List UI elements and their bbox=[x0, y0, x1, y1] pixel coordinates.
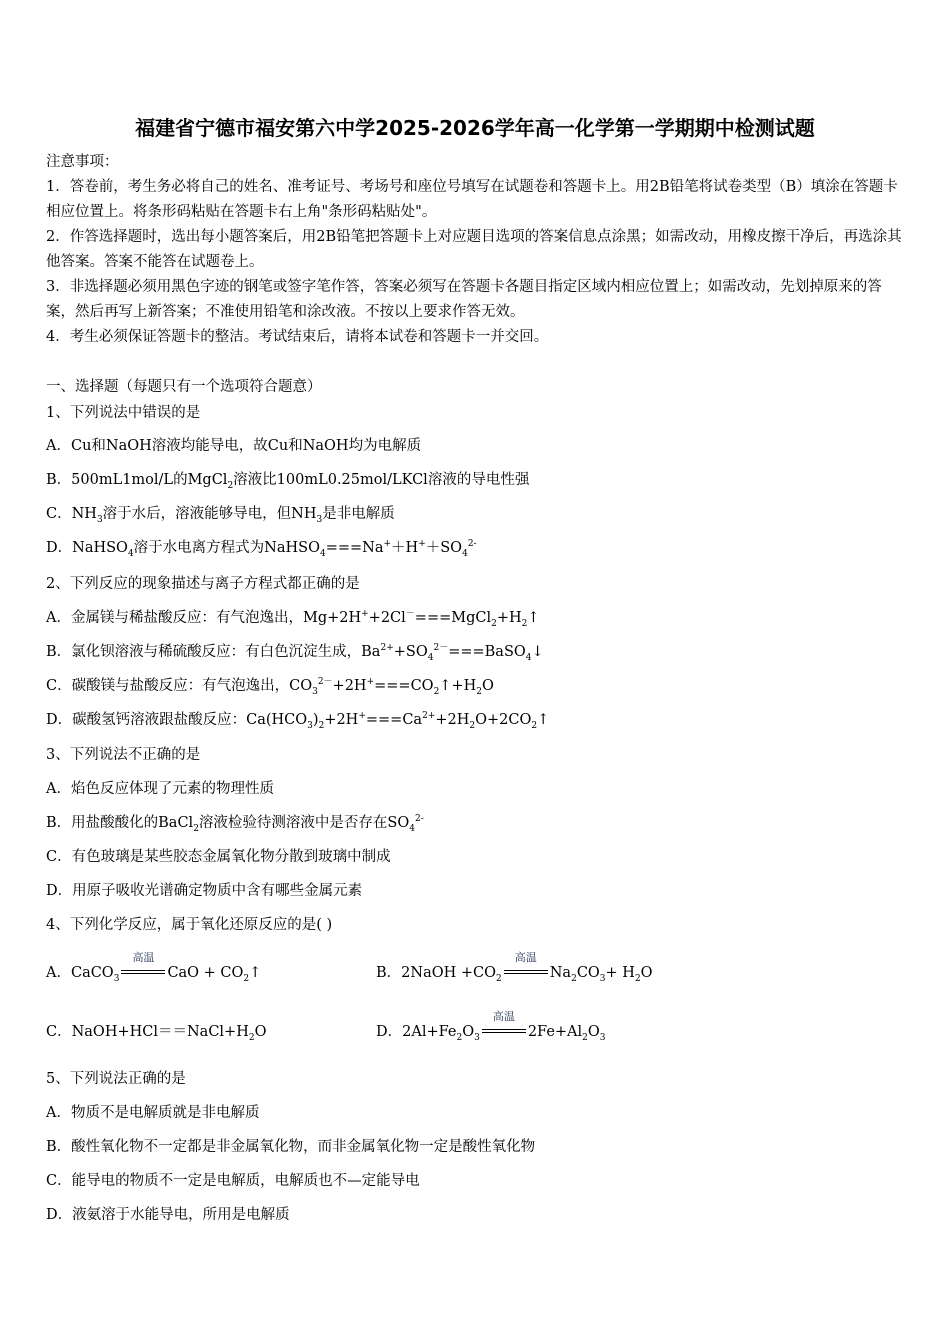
notice-item-2: 2．作答选择题时，选出每小题答案后，用2B铅笔把答题卡上对应题目选项的答案信息点涂黑；如需改动，用橡皮擦干净后，再选涂其他答案。答案不能答在试题卷上。 bbox=[46, 229, 902, 270]
notice-block bbox=[46, 150, 906, 350]
q2-option-d: D．碳酸氢钙溶液跟盐酸反应：$Ca(HCO_3)_2+2H^+===Ca^{2+}+2H_2O+2CO_2↑$ bbox=[46, 711, 550, 731]
q3-option-a: A．焰色反应体现了元素的物理性质 bbox=[46, 781, 274, 797]
notice-item-1: 1．答卷前，考生务必将自己的姓名、准考证号、考场号和座位号填写在试题卷和答题卡上。用2B铅笔将试卷类型（B）填涂在答题卡相应位置上。将条形码粘贴在答题卡右上角"条形码粘贴处"。 bbox=[46, 179, 898, 220]
q1-option-a: A．Cu和NaOH溶液均能导电，故Cu和NaOH均为电解质 bbox=[46, 438, 422, 454]
notice-item-3: 3．非选择题必须用黑色字迹的钢笔或签字笔作答，答案必须写在答题卡各题目指定区域内相应位置上；如需改动，先划掉原来的答案，然后再写上新答案；不准使用铅笔和涂改液。不按以上要求作答无效。 bbox=[46, 279, 882, 320]
q4-stem: 4、下列化学反应，属于氧化还原反应的是( ) bbox=[46, 917, 333, 933]
q5-option-d: D．液氨溶于水能导电，所用是电解质 bbox=[46, 1207, 290, 1223]
section-heading: 一、选择题（每题只有一个选项符合题意） bbox=[46, 379, 322, 395]
q5-option-b: B．酸性氧化物不一定都是非金属氧化物，而非金属氧化物一定是酸性氧化物 bbox=[46, 1139, 536, 1155]
q1-option-b: B．500mL1mol/L的MgCl$_2$溶液比100mL0.25mol/LKCl溶液的导电性强 bbox=[46, 472, 530, 491]
q2-option-b: B．氯化钡溶液与稀硫酸反应：有白色沉淀生成，$Ba^{2+}+SO_4^{2-}===BaSO_4↓$ bbox=[46, 643, 544, 663]
notice-heading: 注意事项： bbox=[46, 154, 119, 170]
q1-option-c: C．$NH_3$溶于水后，溶液能够导电，但$NH_3$是非电解质 bbox=[46, 506, 395, 525]
q5-stem: 5、下列说法正确的是 bbox=[46, 1071, 186, 1087]
q3-option-d: D．用原子吸收光谱确定物质中含有哪些金属元素 bbox=[46, 883, 363, 899]
q5-option-a: A．物质不是电解质就是非电解质 bbox=[46, 1105, 260, 1121]
page-title: 福建省宁德市福安第六中学2025-2026学年高一化学第一学期期中检测试题 bbox=[135, 116, 815, 140]
q2-option-a: A．金属镁与稀盐酸反应：有气泡逸出，$Mg+2H^++2Cl^-===MgCl_2+H_2↑$ bbox=[46, 609, 540, 629]
q5-option-c: C．能导电的物质不一定是电解质，电解质也不—定能导电 bbox=[46, 1173, 420, 1189]
q4-option-d: D．$2Al+Fe_2O_3$ 高温 $2Fe+Al_2O_3$ bbox=[376, 1010, 606, 1043]
q1-stem: 1、下列说法中错误的是 bbox=[46, 405, 201, 421]
q4-option-c: C．$NaOH+HCl==NaCl+H_2O$ bbox=[46, 1024, 267, 1043]
q3-option-c: C．有色玻璃是某些胶态金属氧化物分散到玻璃中制成 bbox=[46, 849, 391, 865]
q2-option-c: C．碳酸镁与盐酸反应：有气泡逸出，$CO_3^{2-}+2H^+===CO_2↑+H_2O$ bbox=[46, 677, 494, 697]
q1-option-d: D．NaHSO$_4$溶于水电离方程式为$NaHSO_4===Na^++H^++SO_4^{2-}$ bbox=[46, 539, 477, 559]
q3-option-b: B．用盐酸酸化的BaCl$_2$溶液检验待测溶液中是否存在$SO_4^{2-}$ bbox=[46, 814, 424, 834]
q2-stem: 2、下列反应的现象描述与离子方程式都正确的是 bbox=[46, 576, 360, 592]
high-temp-condition: 高温 bbox=[482, 1025, 526, 1039]
high-temp-condition: 高温 bbox=[121, 966, 165, 980]
q3-stem: 3、下列说法不正确的是 bbox=[46, 747, 201, 763]
high-temp-condition: 高温 bbox=[504, 966, 548, 980]
q4-option-a: A．CaCO$_3$ 高温 CaO + $CO_2↑$ bbox=[46, 951, 262, 984]
q4-option-b: B．2NaOH $+CO_2$ 高温 $Na_2CO_3+ H_2O$ bbox=[376, 951, 653, 984]
notice-item-4: 4．考生必须保证答题卡的整洁。考试结束后，请将本试卷和答题卡一并交回。 bbox=[46, 329, 549, 345]
